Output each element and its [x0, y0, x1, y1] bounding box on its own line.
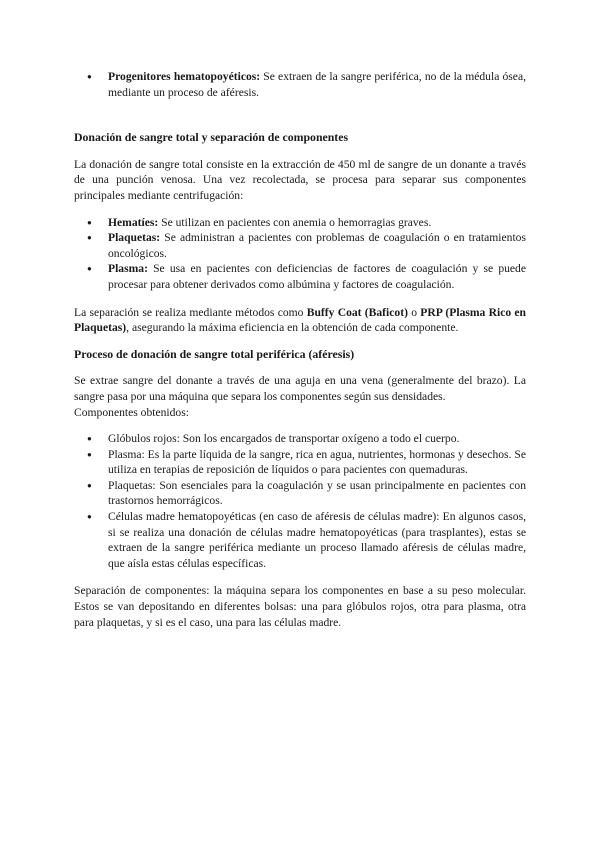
list-item: ● Células madre hematopoyéticas (en caso de aféresis de células madre): En algunos casos, si se realiza una donación de células madre hematopoyéticas (para trasplantes), estas se extraen de la sangre periférica mediante un proceso llamado aféresis de células madre, que aísla estas células específicas. [108, 509, 526, 571]
list-item: ● Plaquetas: Se administran a pacientes con problemas de coagulación o en tratamientos oncológicos. [108, 230, 526, 261]
list-item: ● Glóbulos rojos: Son los encargados de transportar oxígeno a todo el cuerpo. [108, 431, 526, 447]
progenitores-list [74, 0, 526, 100]
paragraph-aferesis-intro: Se extrae sangre del donante a través de una aguja en una vena (generalmente del brazo). La sangre pasa por una máquina que separa los componentes según sus densidades. [74, 374, 526, 403]
componentes-obtenidos-list [74, 431, 526, 571]
list-item: ● Plasma: Se usa en pacientes con deficiencias de factores de coagulación y se puede procesar para obtener derivados como albúmina y factores de coagulación. [108, 261, 526, 292]
paragraph-donacion-intro: La donación de sangre total consiste en la extracción de 450 ml de sangre de un donante a través de una punción venosa. Una vez recolectada, se procesa para separar sus componentes principales mediante centrifugación: [74, 157, 526, 202]
section-heading-donacion: Donación de sangre total y separación de componentes [74, 130, 349, 145]
list-item: ● Progenitores hematopoyéticos: Se extraen de la sangre periférica, no de la médula ósea, mediante un proceso de aféresis. [108, 69, 526, 100]
paragraph-separacion-componentes: Separación de componentes: la máquina separa los componentes en base a su peso molecular. Estos se van depositando en diferentes bolsas: una para glóbulos rojos, otra para plasma, otra para plaquetas, y si es el caso, una para las células madre. [74, 584, 526, 629]
section-heading-aferesis: Proceso de donación de sangre total periférica (aféresis) [74, 346, 355, 361]
paragraph-separacion-metodos: La separación se realiza mediante métodos como Buffy Coat (Baficot) o PRP (Plasma Rico en Plaquetas), asegurando la máxima eficiencia en la obtención de cada componente. [74, 305, 527, 335]
list-item: ● Plasma: Es la parte líquida de la sangre, rica en agua, nutrientes, hormonas y desechos. Se utiliza en terapias de reposición de líquidos o para pacientes con quemaduras. [108, 447, 526, 478]
paragraph-componentes-obtenidos: Componentes obtenidos: [74, 405, 189, 419]
list-item: ● Hematíes: Se utilizan en pacientes con anemia o hemorragias graves. [108, 215, 526, 231]
componentes-list [74, 215, 526, 293]
list-item: ● Plaquetas: Son esenciales para la coagulación y se usan principalmente en pacientes con trastornos hemorrágicos. [108, 478, 526, 509]
